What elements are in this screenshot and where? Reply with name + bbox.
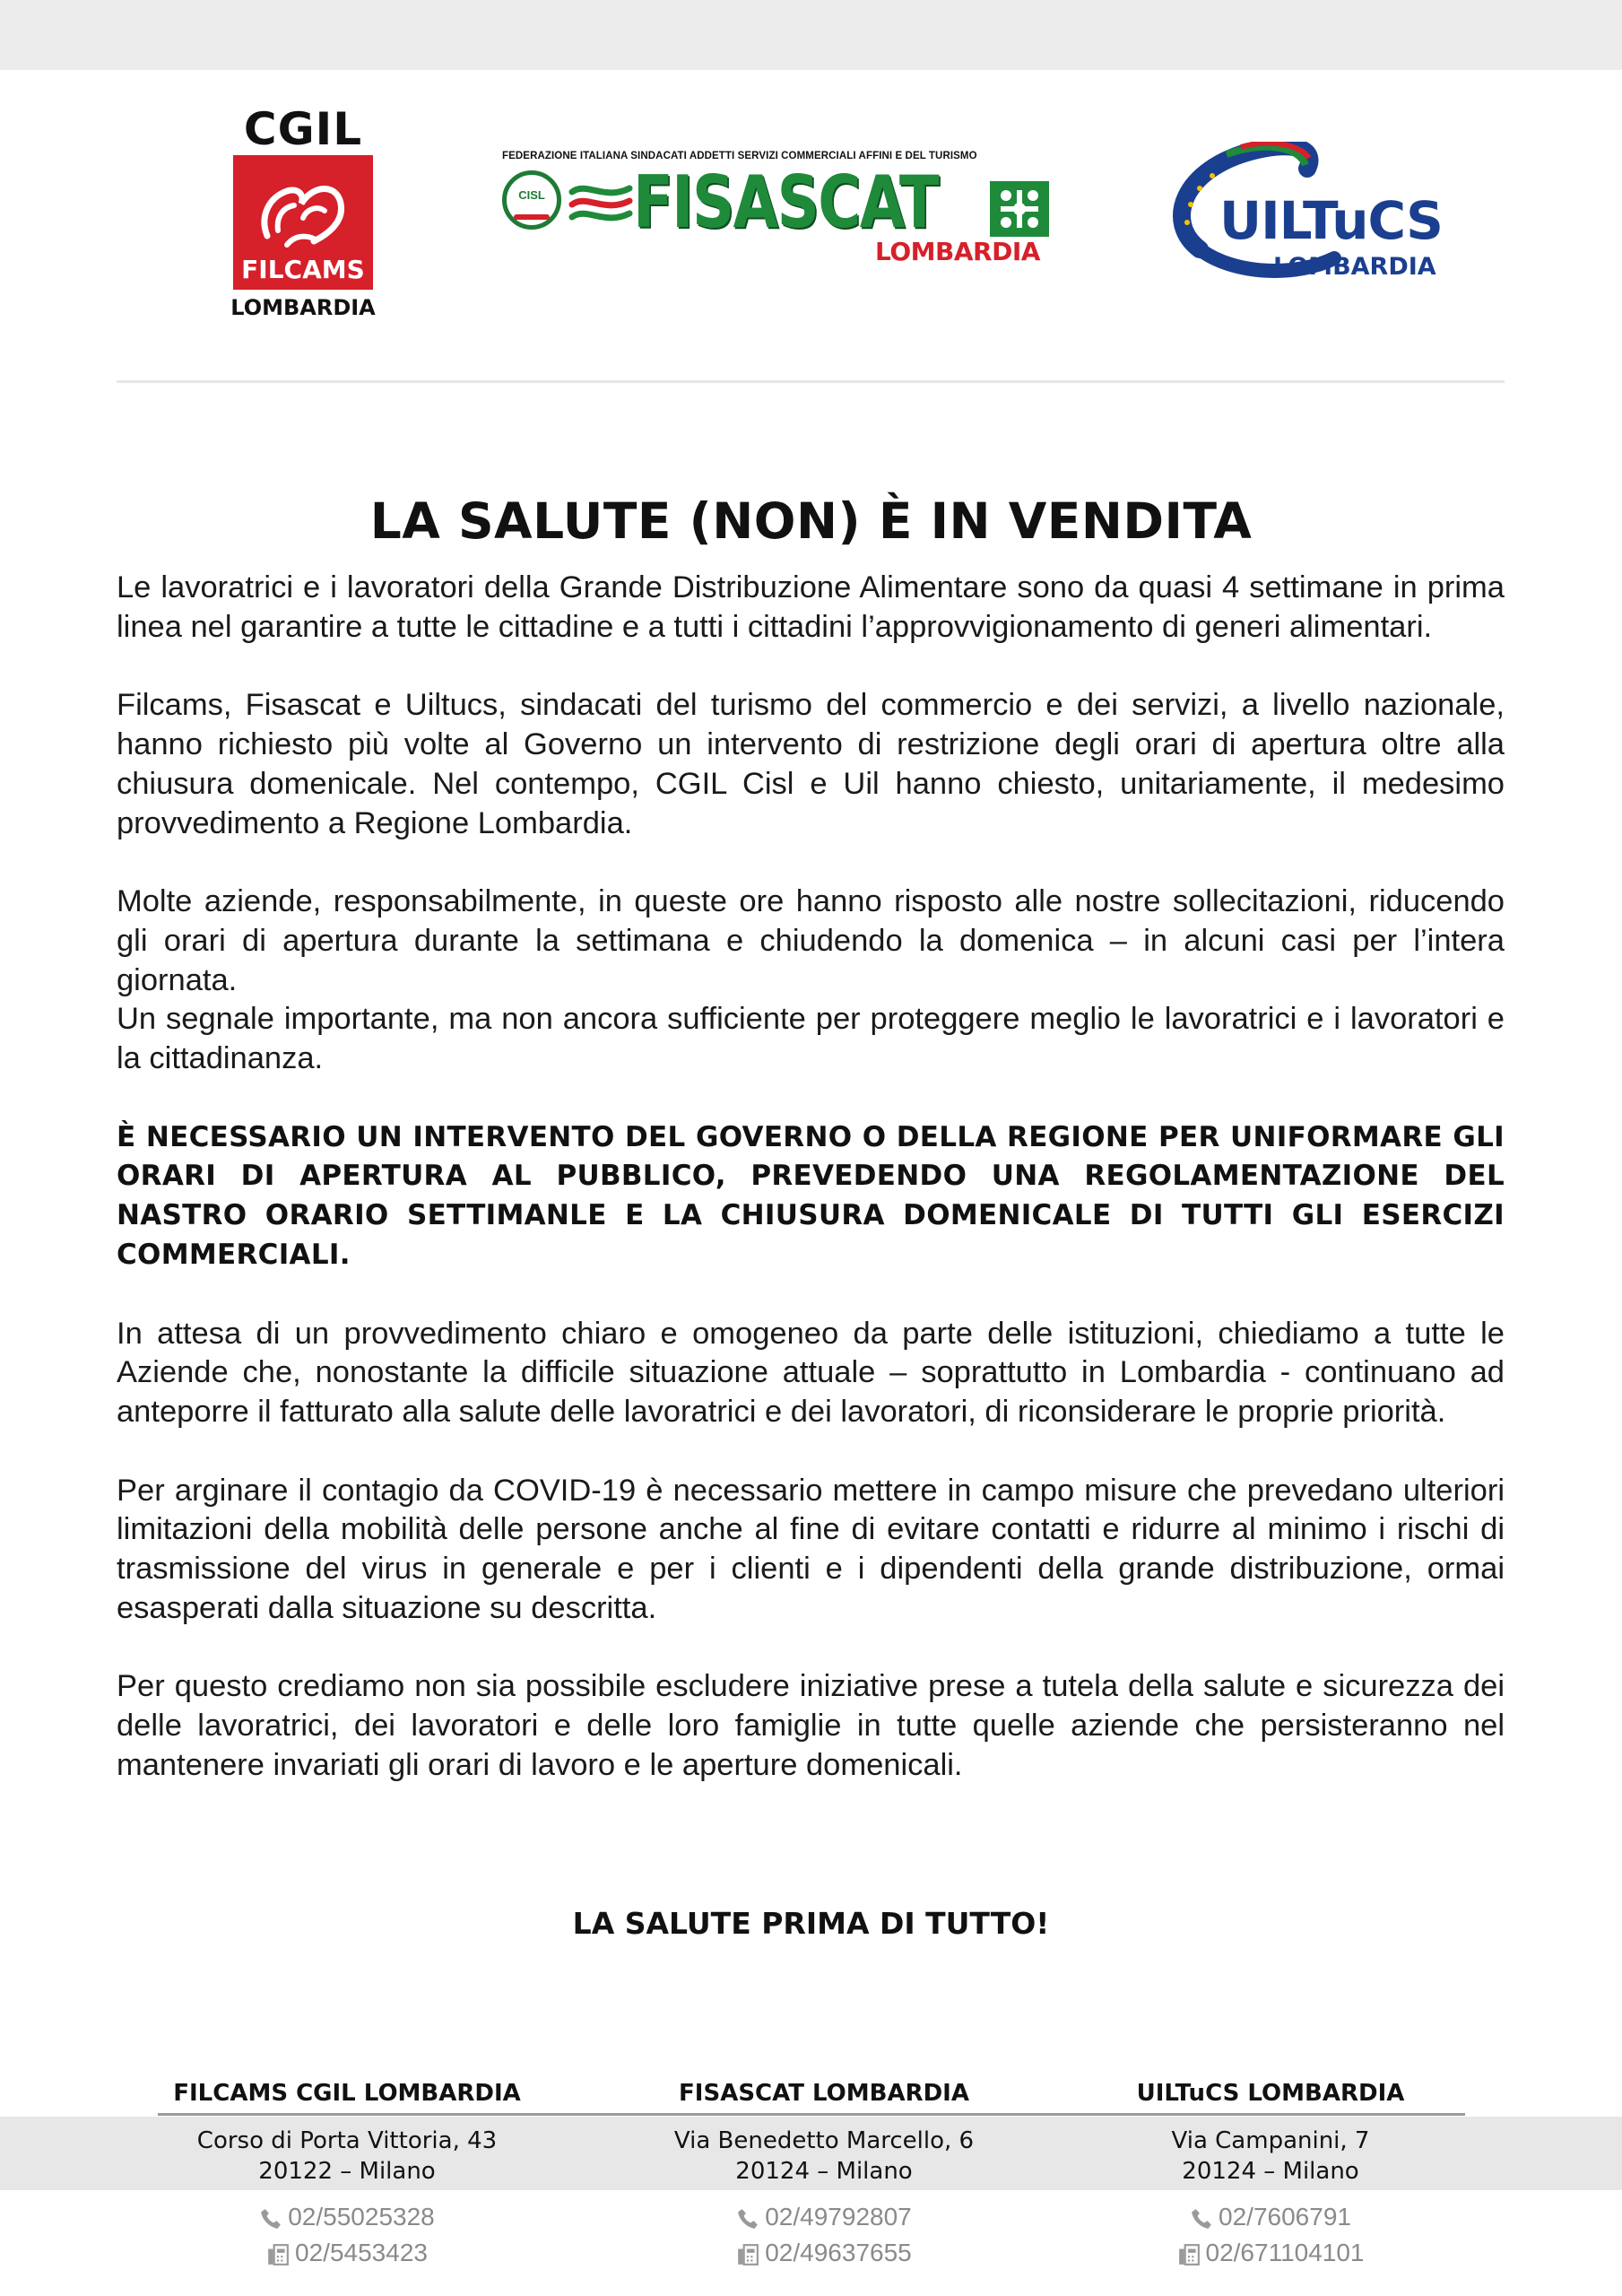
- footer-column-filcams: [136, 2077, 558, 2271]
- footer-org-name: FILCAMS CGIL LOMBARDIA: [173, 2080, 521, 2107]
- footer-fax: [136, 2235, 558, 2271]
- footer-phone-number: 02/49792807: [765, 2203, 912, 2231]
- filcams-emblem-icon: [251, 164, 355, 254]
- header-divider: [117, 380, 1505, 383]
- footer-phone-number: 02/7606791: [1219, 2203, 1351, 2231]
- fax-icon: [1177, 2243, 1201, 2266]
- footer-address-street: Corso di Porta Vittoria, 43: [196, 2127, 498, 2154]
- footer-phone: [613, 2199, 1035, 2235]
- fisascat-federation-text: FEDERAZIONE ITALIANA SINDACATI ADDETTI SERVIZI COMMERCIALI AFFINI E DEL TURISMO: [502, 151, 977, 161]
- footer-fax-number: 02/5453423: [295, 2239, 428, 2266]
- footer-address-street: Via Benedetto Marcello, 6: [673, 2127, 975, 2154]
- fisascat-logo-name: FISASCAT: [633, 161, 938, 244]
- footer-fax-number: 02/49637655: [765, 2239, 912, 2266]
- paragraph-demand-bold: È NECESSARIO UN INTERVENTO DEL GOVERNO O DELLA REGIONE PER UNIFORMARE GLI ORARI DI APERTURA AL PUBBLICO, PREVEDENDO UNA REGOLAMENTAZIONE DEL NASTRO ORARIO SETTIMANLE E LA CHIUSURA DOMENICALE DI TUTTI GLI ESERCIZI COMMERCIALI.: [117, 1120, 1505, 1271]
- cgil-logo-title: CGIL: [243, 103, 363, 155]
- page-title: LA SALUTE (NON) È IN VENDITA: [369, 491, 1253, 550]
- footer-fax: [613, 2235, 1035, 2271]
- paragraph-request-companies: In attesa di un provvedimento chiaro e omogeneo da parte delle istituzioni, chiediamo a tutte le Aziende che, nonostante la difficile situazione attuale – soprattutto in Lombardia - continuano ad anteporre il fatturato alla salute delle lavoratrici e dei lavoratori, di riconsiderare le proprie priorità.: [117, 1316, 1505, 1429]
- footer-org-name: FISASCAT LOMBARDIA: [679, 2080, 969, 2107]
- body-text: [117, 569, 1505, 1786]
- footer-fax: [1060, 2235, 1481, 2271]
- phone-icon: [1190, 2207, 1213, 2231]
- top-band: [0, 0, 1622, 70]
- footer-address-city: 20124 – Milano: [1182, 2158, 1359, 2185]
- paragraph-covid-measures: Per arginare il contagio da COVID-19 è necessario mettere in campo misure che prevedano ulteriori limitazioni della mobilità delle persone anche al fine di evitare contatti e ridurre al minimo i rischi di trasmissione del virus in generale e per i clienti e i dipendenti della grande distribuzione, ormai esasperati dalla situazione su descritta.: [117, 1473, 1505, 1625]
- footer-address-city: 20122 – Milano: [258, 2158, 436, 2185]
- footer-column-fisascat: [613, 2077, 1035, 2271]
- footer-phone: [1060, 2199, 1481, 2235]
- cisl-badge-label: CISL: [518, 188, 545, 202]
- footer-phone-number: 02/55025328: [288, 2203, 435, 2231]
- tricolor-waves-icon: [568, 181, 633, 228]
- fax-icon: [736, 2243, 759, 2266]
- cisl-badge: [502, 170, 561, 230]
- phone-icon: [259, 2207, 282, 2231]
- filcams-logo-region: LOMBARDIA: [230, 295, 376, 320]
- closing-slogan: LA SALUTE PRIMA DI TUTTO!: [572, 1906, 1050, 1941]
- paragraph-intro: Le lavoratrici e i lavoratori della Grande Distribuzione Alimentare sono da quasi 4 settimane in prima linea nel garantire a tutte le cittadine e a tutti i cittadini l’approvvigionamento di generi alimentari.: [117, 570, 1505, 644]
- filcams-cgil-logo: [226, 103, 380, 327]
- footer-org-name: UILTuCS LOMBARDIA: [1136, 2080, 1405, 2107]
- footer-address-city: 20124 – Milano: [735, 2158, 913, 2185]
- fisascat-logo: [499, 151, 1054, 276]
- uiltucs-logo-name: UILTuCS: [1219, 190, 1443, 251]
- uiltucs-logo: [1164, 142, 1460, 285]
- paragraph-signal: Un segnale importante, ma non ancora sufficiente per proteggere meglio le lavoratrici e i lavoratori e la cittadinanza.: [117, 1002, 1505, 1076]
- paragraph-unions-request: Filcams, Fisascat e Uiltucs, sindacati del turismo del commercio e dei servizi, a livello nazionale, hanno richiesto più volte al Governo un intervento di restrizione degli orari di apertura oltre alla chiusura domenicale. Nel contempo, CGIL Cisl e Uil hanno chiesto, unitariamente, il medesimo provvedimento a Regione Lombardia.: [117, 688, 1505, 840]
- footer-column-uiltucs: [1060, 2077, 1481, 2271]
- paragraph-initiatives: Per questo crediamo non sia possibile escludere iniziative prese a tutela della salute e sicurezza dei delle lavoratrici, dei lavoratori e delle loro famiglie in tutte quelle aziende che persisteranno nel mantenere invariati gli orari di lavoro e le aperture domenicali.: [117, 1669, 1505, 1782]
- filcams-red-block: [233, 155, 373, 290]
- fax-icon: [266, 2243, 290, 2266]
- footer-address-street: Via Campanini, 7: [1171, 2127, 1370, 2154]
- footer-fax-number: 02/671104101: [1205, 2239, 1365, 2266]
- footer-phone: [136, 2199, 558, 2235]
- filcams-logo-name: FILCAMS: [241, 255, 365, 284]
- paragraph-companies-response: Molte aziende, responsabilmente, in queste ore hanno risposto alle nostre sollecitazioni, riducendo gli orari di apertura durante la settimana e chiudendo la domenica – in alcuni casi per l’intera giornata.: [117, 884, 1505, 997]
- fisascat-logo-region: LOMBARDIA: [875, 237, 1040, 266]
- uiltucs-logo-region: LOMBARDIA: [1273, 253, 1436, 281]
- lombardy-cross-icon: [990, 181, 1049, 237]
- phone-icon: [736, 2207, 759, 2231]
